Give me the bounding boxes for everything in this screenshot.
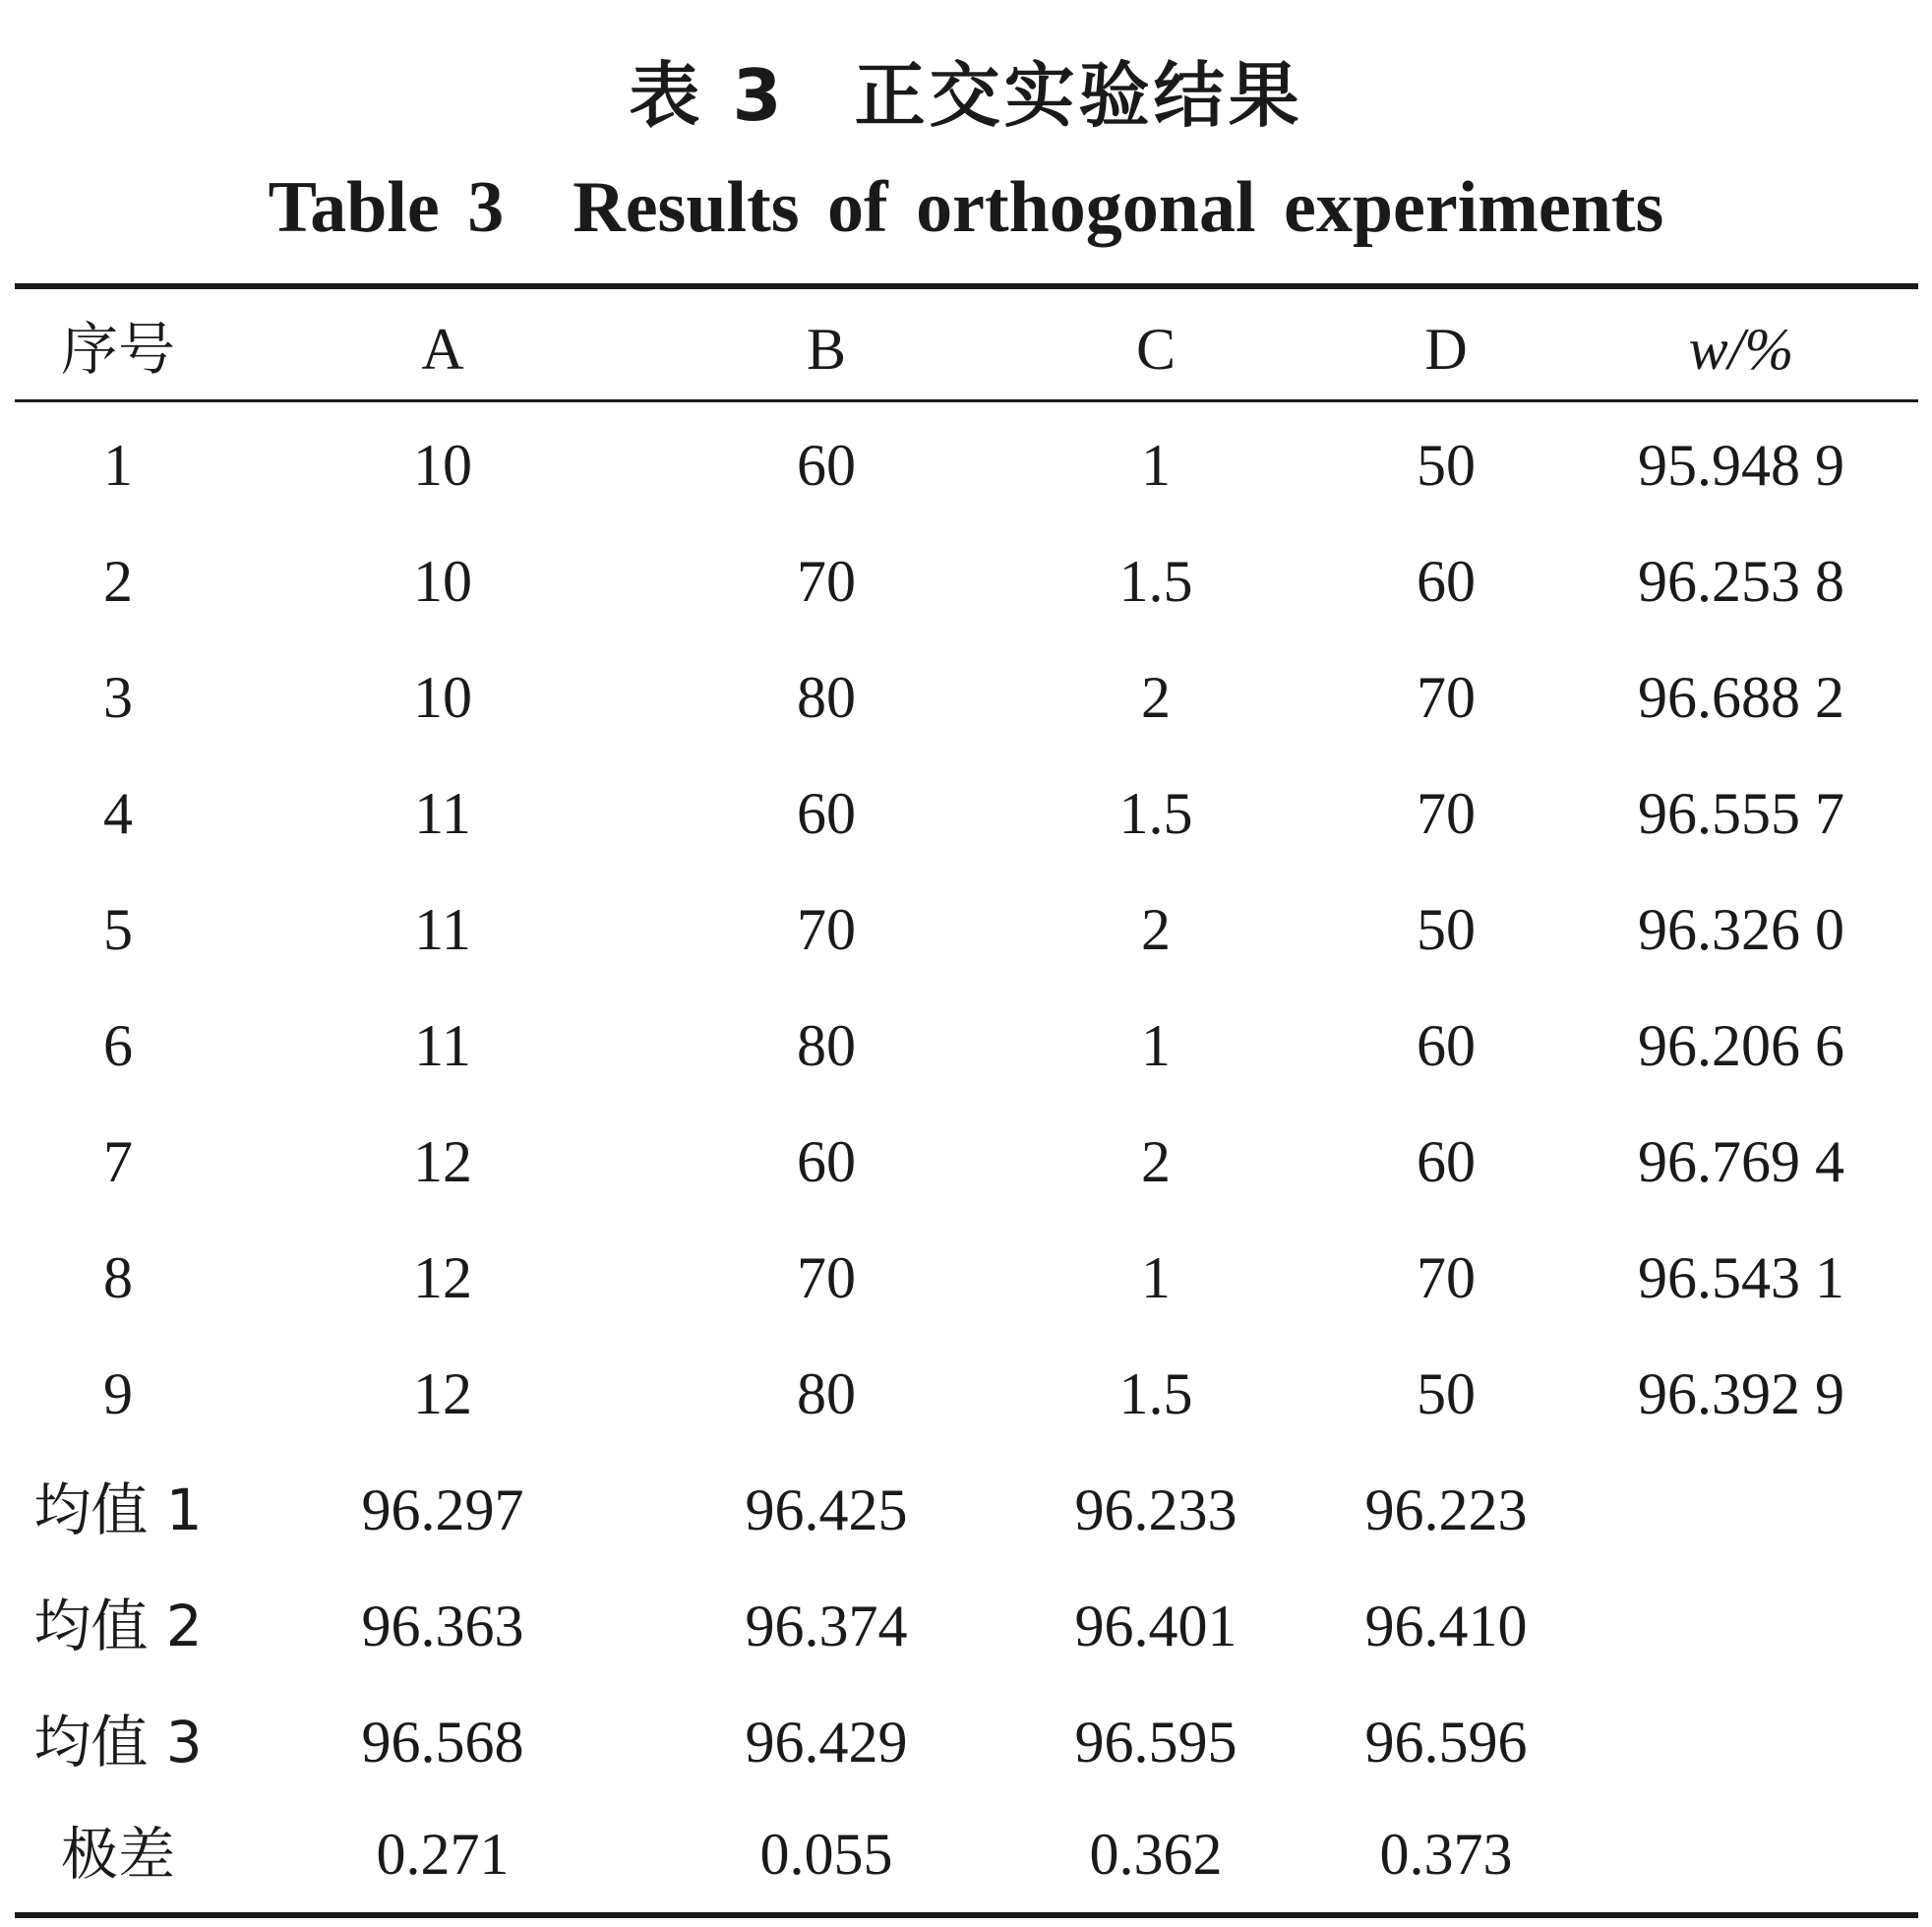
summary-d: 96.596 xyxy=(1364,1710,1528,1775)
cell-d: 60 xyxy=(1417,1129,1476,1194)
cell-w: 96.392 9 xyxy=(1638,1361,1844,1426)
cell-d: 70 xyxy=(1417,665,1476,730)
summary-a: 0.271 xyxy=(376,1822,510,1887)
cell-a: 11 xyxy=(414,1013,471,1078)
table-title-english xyxy=(0,163,1932,252)
cell-a: 12 xyxy=(413,1361,472,1426)
row-index: 4 xyxy=(103,781,133,846)
cell-a: 10 xyxy=(413,665,472,730)
summary-d: 96.410 xyxy=(1364,1594,1528,1658)
cell-c: 1.5 xyxy=(1118,549,1193,614)
cell-w: 96.543 1 xyxy=(1638,1245,1844,1310)
table-caption-en: Results of orthogonal experiments xyxy=(573,167,1664,248)
summary-label: 极差 xyxy=(60,1821,175,1888)
table-row xyxy=(0,639,1932,755)
cell-a: 12 xyxy=(413,1129,472,1194)
cell-b: 60 xyxy=(797,781,856,846)
summary-row-mean-2 xyxy=(0,1568,1932,1684)
summary-row-mean-3 xyxy=(0,1684,1932,1800)
table-number-cn: 表 3 xyxy=(629,54,786,137)
row-index: 6 xyxy=(103,1013,133,1078)
summary-c: 0.362 xyxy=(1089,1822,1223,1887)
cell-b: 70 xyxy=(797,549,856,614)
cell-a: 10 xyxy=(413,549,472,614)
bottom-rule xyxy=(15,1912,1918,1918)
summary-label: 均值 1 xyxy=(33,1476,203,1543)
summary-row-mean-1 xyxy=(0,1452,1932,1568)
cell-b: 60 xyxy=(797,1129,856,1194)
cell-w: 96.326 0 xyxy=(1638,897,1844,962)
cell-d: 70 xyxy=(1417,1245,1476,1310)
table-row xyxy=(0,988,1932,1104)
row-index: 2 xyxy=(103,549,133,614)
table-row xyxy=(0,755,1932,872)
cell-w: 95.948 9 xyxy=(1638,433,1844,498)
summary-a: 96.297 xyxy=(361,1477,524,1542)
cell-a: 11 xyxy=(414,897,471,962)
cell-c: 1.5 xyxy=(1118,781,1193,846)
cell-b: 80 xyxy=(797,1361,856,1426)
cell-c: 2 xyxy=(1141,897,1171,962)
header-a: A xyxy=(421,317,464,382)
table-row xyxy=(0,872,1932,988)
table-row xyxy=(0,523,1932,639)
summary-a: 96.363 xyxy=(361,1594,524,1658)
cell-d: 60 xyxy=(1417,1013,1476,1078)
cell-c: 1 xyxy=(1141,433,1171,498)
cell-d: 50 xyxy=(1417,1361,1476,1426)
cell-b: 80 xyxy=(797,665,856,730)
summary-b: 0.055 xyxy=(759,1822,893,1887)
summary-c: 96.595 xyxy=(1074,1710,1238,1775)
cell-b: 60 xyxy=(797,433,856,498)
row-index: 5 xyxy=(103,897,133,962)
cell-b: 70 xyxy=(797,1245,856,1310)
summary-d: 0.373 xyxy=(1379,1822,1513,1887)
cell-w: 96.253 8 xyxy=(1638,549,1844,614)
summary-label: 均值 2 xyxy=(33,1593,203,1659)
header-c: C xyxy=(1135,317,1177,382)
summary-c: 96.233 xyxy=(1074,1477,1238,1542)
table-row xyxy=(0,1104,1932,1220)
table-title-chinese xyxy=(0,51,1932,140)
cell-b: 80 xyxy=(797,1013,856,1078)
cell-b: 70 xyxy=(797,897,856,962)
cell-c: 1.5 xyxy=(1118,1361,1193,1426)
header-w: w/% xyxy=(1688,317,1794,382)
summary-d: 96.223 xyxy=(1364,1477,1528,1542)
summary-b: 96.425 xyxy=(745,1477,908,1542)
cell-c: 2 xyxy=(1141,665,1171,730)
header-b: B xyxy=(806,317,847,382)
row-index: 8 xyxy=(103,1245,133,1310)
cell-d: 50 xyxy=(1417,897,1476,962)
summary-b: 96.374 xyxy=(745,1594,908,1658)
cell-w: 96.206 6 xyxy=(1638,1013,1844,1078)
cell-c: 1 xyxy=(1141,1245,1171,1310)
cell-d: 70 xyxy=(1417,781,1476,846)
table-row xyxy=(0,1336,1932,1452)
header-index: 序号 xyxy=(60,316,175,383)
summary-c: 96.401 xyxy=(1074,1594,1238,1658)
table-header-row xyxy=(0,291,1932,407)
cell-w: 96.555 7 xyxy=(1638,781,1844,846)
summary-b: 96.429 xyxy=(745,1710,908,1775)
row-index: 9 xyxy=(103,1361,133,1426)
summary-label: 均值 3 xyxy=(33,1709,203,1776)
top-rule xyxy=(15,283,1918,289)
summary-row-range xyxy=(0,1796,1932,1912)
cell-w: 96.769 4 xyxy=(1638,1129,1844,1194)
table-row xyxy=(0,1220,1932,1336)
cell-w: 96.688 2 xyxy=(1638,665,1844,730)
cell-a: 12 xyxy=(413,1245,472,1310)
cell-d: 60 xyxy=(1417,549,1476,614)
cell-a: 11 xyxy=(414,781,471,846)
table-number-en: Table 3 xyxy=(268,167,505,248)
row-index: 7 xyxy=(103,1129,133,1194)
table-caption-cn: 正交实验结果 xyxy=(854,54,1303,137)
cell-c: 2 xyxy=(1141,1129,1171,1194)
cell-a: 10 xyxy=(413,433,472,498)
row-index: 1 xyxy=(103,433,133,498)
header-d: D xyxy=(1424,317,1468,382)
row-index: 3 xyxy=(103,665,133,730)
summary-a: 96.568 xyxy=(361,1710,524,1775)
cell-c: 1 xyxy=(1141,1013,1171,1078)
cell-d: 50 xyxy=(1417,433,1476,498)
table-row xyxy=(0,407,1932,523)
